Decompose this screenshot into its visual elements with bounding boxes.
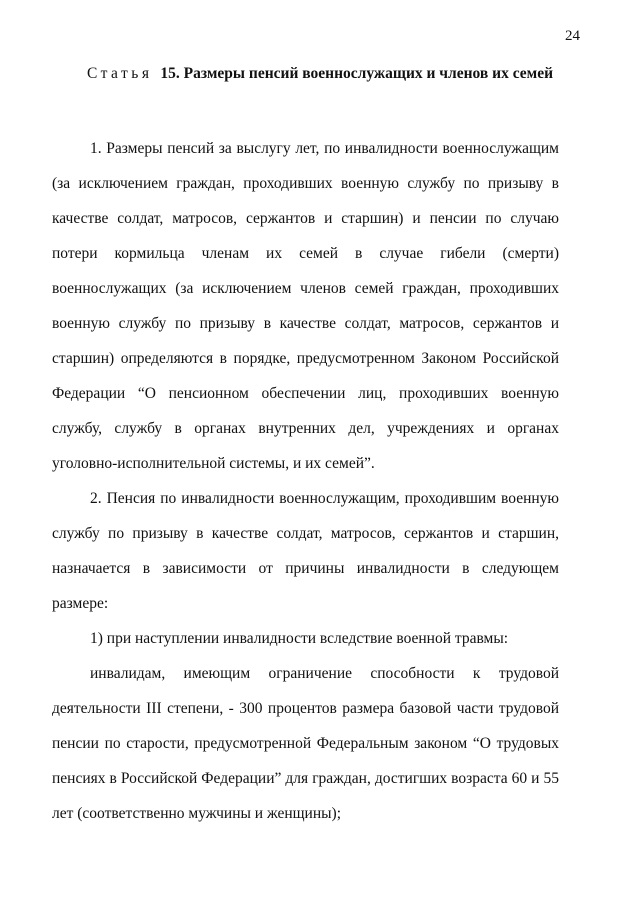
paragraph-2: 2. Пенсия по инвалидности военнослужащим, проходившим военную службу по призыву в качестве солдат, матросов, сержантов и старшин, назначается в зависимости от причины инвалидности в следующем размере:	[52, 490, 559, 612]
document-body	[52, 131, 559, 831]
article-heading	[40, 63, 600, 85]
page-number: 24	[565, 28, 580, 44]
paragraph-3: 1) при наступлении инвалидности вследствие военной травмы:	[90, 630, 509, 647]
paragraph-4: инвалидам, имеющим ограничение способности к трудовой деятельности III степени, - 300 процентов размера базовой части трудовой пенсии по старости, предусмотренной Федеральным законом “О трудовых пенсиях в Российской Федерации” для граждан, достигших возраста 60 и 55 лет (соответственно мужчины и женщины);	[52, 665, 559, 822]
article-label: Статья	[86, 65, 153, 82]
paragraph-1: 1. Размеры пенсий за выслугу лет, по инвалидности военнослужащим (за исключением граждан, проходивших военную службу по призыву в качестве солдат, матросов, сержантов и старшин) и пенсии по случаю потери кормильца членам их семей в случае гибели (смерти) военнослужащих (за исключением членов семей граждан, проходивших военную службу по призыву в качестве солдат, матросов, сержантов и старшин) определяются в порядке, предусмотренном Законом Российской Федерации “О пенсионном обеспечении лиц, проходивших военную службу, службу в органах внутренних дел, учреждениях и органах уголовно-исполнительной системы, и их семей”.	[52, 140, 559, 472]
article-title: 15. Размеры пенсий военнослужащих и членов их семей	[160, 65, 554, 82]
